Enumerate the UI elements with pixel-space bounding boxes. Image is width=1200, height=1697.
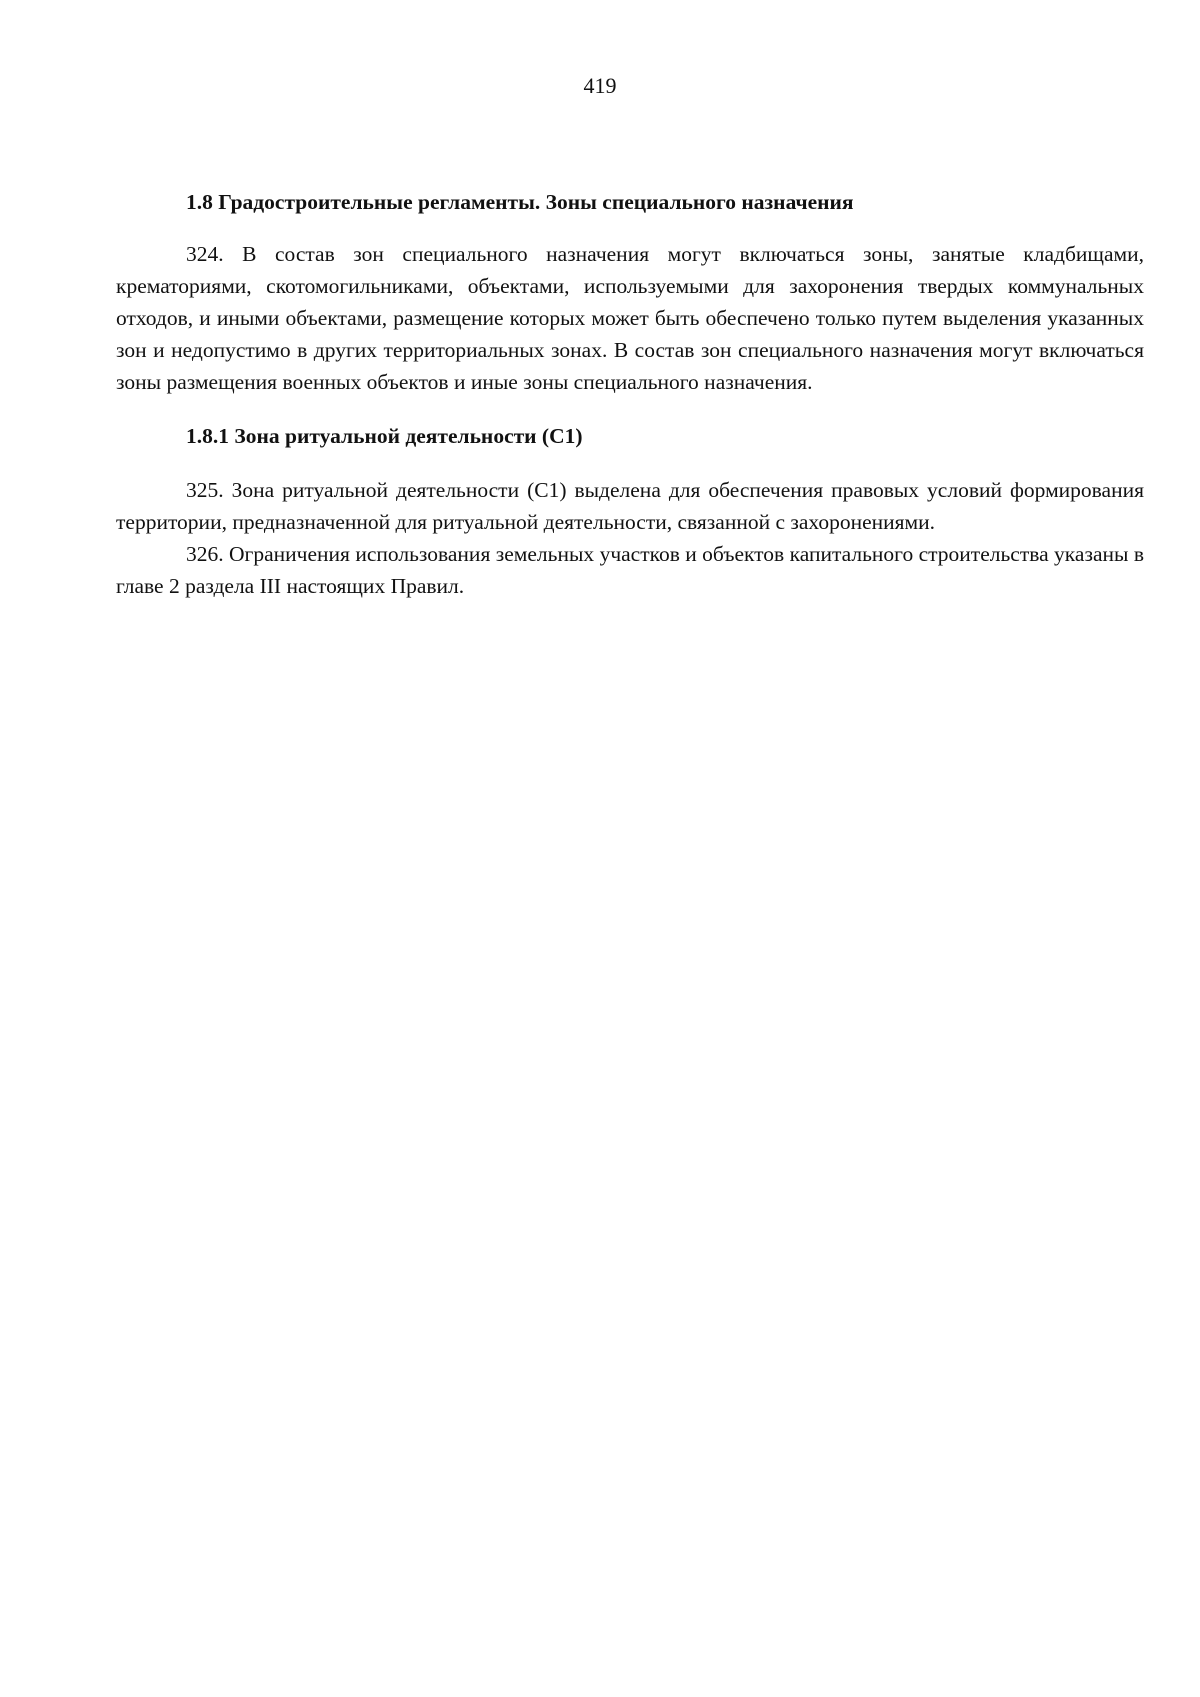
paragraph-324: 324. В состав зон специального назначения могут включаться зоны, занятые кладбищами, крематориями, скотомогильниками, объектами, используемыми для захоронения твердых коммунальных отходов, и иными объектами, размещение которых может быть обеспечено только путем выделения указанных зон и недопустимо в других территориальных зонах. В состав зон специального назначения могут включаться зоны размещения военных объектов и иные зоны специального назначения. (116, 242, 1144, 394)
paragraph-325: 325. Зона ритуальной деятельности (С1) выделена для обеспечения правовых условий формирования территории, предназначенной для ритуальной деятельности, связанной с захоронениями. (116, 478, 1144, 534)
section-heading: 1.8 Градостроительные регламенты. Зоны специального назначения (186, 190, 854, 214)
paragraph-326: 326. Ограничения использования земельных участков и объектов капитального строительства указаны в главе 2 раздела III настоящих Правил. (116, 542, 1144, 598)
subsection-heading: 1.8.1 Зона ритуальной деятельности (С1) (186, 424, 583, 448)
page-number: 419 (583, 73, 617, 98)
document-body (116, 180, 1144, 602)
